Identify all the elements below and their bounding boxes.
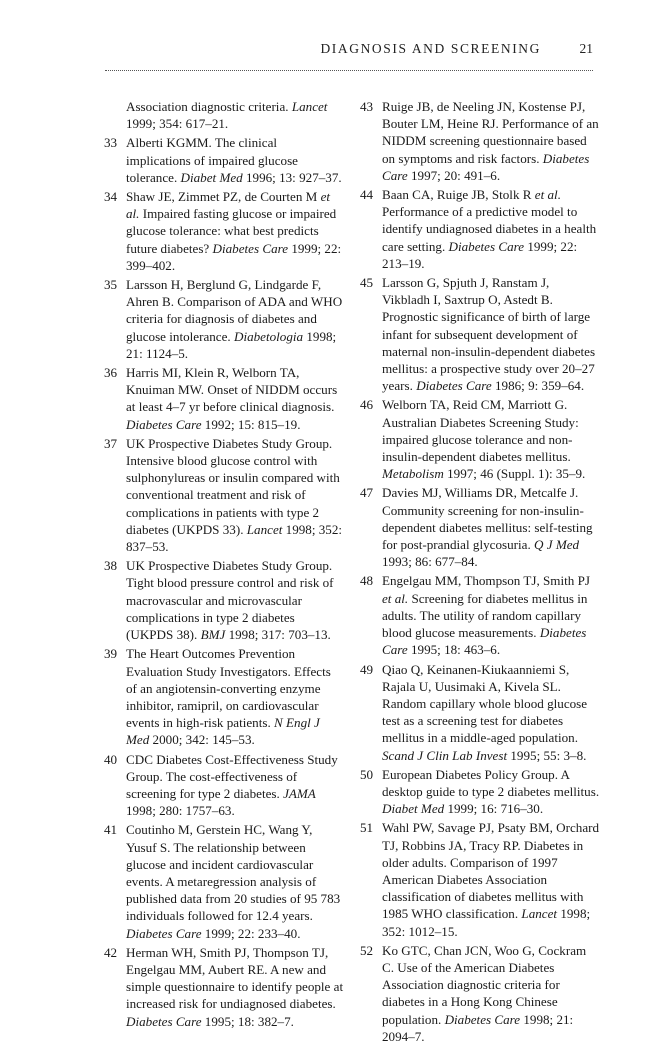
citation-details: 1999; 16: 716–30. — [444, 801, 544, 817]
reference-number: 36 — [104, 365, 118, 381]
reference-item — [104, 134, 344, 186]
journal-name: Diabetes Care — [416, 378, 492, 394]
reference-number: 52 — [360, 942, 374, 958]
reference-text: Wahl PW, Savage PJ, Psaty BM, Orchard TJ, Robbins JA, Tracy RP. Diabetes in older adults. Comparison of 1997 American Diabetes Association classification of diabetes mellitus with 1985 WHO classification. — [382, 820, 600, 922]
reference-column-left — [104, 98, 344, 1032]
journal-name: Diabetes Care — [126, 416, 202, 432]
reference-text: UK Prospective Diabetes Study Group. Intensive blood glucose control with sulphonylureas or insulin compared with conventional treatment and risk of complications in patients with type 2 diabetes (UKPDS 33). — [126, 435, 340, 537]
reference-text: Performance of a predictive model to identify undiagnosed diabetes in a health care setting. — [382, 204, 597, 254]
reference-item — [360, 766, 600, 818]
reference-item — [104, 751, 344, 820]
reference-item — [360, 942, 600, 1045]
journal-name: N Engl J Med — [126, 715, 320, 748]
reference-item — [104, 98, 344, 132]
reference-item — [104, 821, 344, 941]
reference-text: Qiao Q, Keinanen-Kiukaanniemi S, Rajala U, Uusimaki A, Kivela SL. Random capillary whole blood glucose test as a screening test for diabetes mellitus in a middle-aged population. — [382, 661, 588, 746]
citation-details: 1997; 20: 491–6. — [407, 167, 501, 183]
reference-number: 49 — [360, 661, 374, 677]
reference-text: Davies MJ, Williams DR, Metcalfe J. Community screening for non-insulin-dependent diabetes mellitus: self-testing for post-prandial glycosuria. — [382, 485, 593, 553]
journal-name: Lancet — [521, 906, 558, 922]
citation-details: 1999; 22: 233–40. — [201, 925, 301, 941]
reference-item — [360, 98, 600, 184]
reference-column-right — [360, 98, 600, 1047]
reference-number: 47 — [360, 485, 374, 501]
citation-details: 1995; 18: 382–7. — [201, 1013, 294, 1029]
journal-name: Q J Med — [534, 537, 580, 553]
journal-name: Lancet — [291, 99, 328, 114]
reference-number: 42 — [104, 944, 118, 960]
reference-number: 43 — [360, 99, 374, 114]
reference-item — [104, 188, 344, 274]
journal-name: Diabetes Care — [212, 240, 289, 256]
citation-details: 1998; 317: 703–13. — [225, 627, 331, 643]
reference-text: Impaired fasting glucose or impaired glucose tolerance: what best predicts future diabetes? — [126, 206, 337, 256]
reference-item — [360, 484, 600, 570]
journal-name: Metabolism — [382, 466, 444, 482]
reference-number: 38 — [104, 558, 118, 574]
journal-name: Diabetes Care — [444, 1011, 521, 1027]
reference-number: 34 — [104, 189, 118, 205]
reference-number: 40 — [104, 751, 118, 767]
reference-item — [104, 435, 344, 555]
citation-details: 1997; 46 (Suppl. 1): 35–9. — [443, 466, 586, 482]
reference-text: Harris MI, Klein R, Welborn TA, Knuiman MW. Onset of NIDDM occurs at least 4–7 yr before clinical diagnosis. — [126, 365, 338, 415]
journal-name: Diabetes Care — [126, 925, 202, 941]
citation-details: 1999; 22: 399–402. — [126, 240, 342, 273]
reference-item — [104, 364, 344, 433]
journal-name: Diabetes Care — [126, 1013, 202, 1029]
reference-text: CDC Diabetes Cost-Effectiveness Study Group. The cost-effectiveness of screening for type 2 diabetes. — [126, 751, 338, 801]
et-al: et al. — [534, 187, 561, 203]
reference-item — [360, 186, 600, 272]
journal-name: Diabet Med — [180, 169, 243, 185]
journal-name: Scand J Clin Lab Invest — [382, 747, 508, 763]
reference-number: 45 — [360, 275, 374, 291]
reference-text: Baan CA, Ruige JB, Stolk R — [382, 187, 535, 203]
et-al: et al. — [382, 590, 409, 606]
reference-number: 48 — [360, 573, 374, 589]
reference-text: Welborn TA, Reid CM, Marriott G. Australian Diabetes Screening Study: impaired glucose tolerance and non-insulin-dependent diabetes mellitus. — [382, 397, 579, 465]
reference-number: 46 — [360, 397, 374, 413]
reference-text: Engelgau MM, Thompson TJ, Smith PJ — [382, 573, 590, 589]
journal-name: Lancet — [246, 521, 283, 537]
citation-details: 1996; 13: 927–37. — [242, 169, 342, 185]
citation-details: 1992; 15: 815–19. — [201, 416, 301, 432]
reference-item — [104, 276, 344, 362]
journal-name: Diabetologia — [233, 328, 304, 344]
reference-number: 37 — [104, 435, 118, 451]
reference-text: UK Prospective Diabetes Study Group. Tight blood pressure control and risk of macrovascular and microvascular complications in type 2 diabetes (UKPDS 38). — [126, 558, 334, 643]
reference-number: 44 — [360, 187, 374, 203]
reference-item — [104, 557, 344, 643]
reference-item — [104, 645, 344, 748]
reference-text: Screening for diabetes mellitus in adults. The utility of random capillary blood glucose measurements. — [382, 590, 588, 641]
running-title: DIAGNOSIS AND SCREENING — [320, 41, 541, 56]
page-number: 21 — [579, 41, 593, 56]
reference-number: 50 — [360, 766, 374, 782]
journal-name: Diabetes Care — [448, 238, 525, 254]
reference-text: The Heart Outcomes Prevention Evaluation Study Investigators. Effects of an angiotensin-converting enzyme inhibitor, ramipril, on cardiovascular events in high-risk patients. — [126, 646, 331, 731]
reference-text: Alberti KGMM. The clinical implications of impaired glucose tolerance. — [126, 135, 298, 185]
reference-text: Shaw JE, Zimmet PZ, de Courten M — [126, 189, 321, 205]
citation-details: 1995; 18: 463–6. — [407, 642, 501, 658]
header-divider — [105, 70, 593, 71]
citation-details: 1998; 352: 1012–15. — [382, 906, 591, 939]
reference-item — [360, 396, 600, 482]
reference-text: Ko GTC, Chan JCN, Woo G, Cockram C. Use of the American Diabetes Association diagnostic criteria for diabetes in a Hong Kong Chinese population. — [382, 942, 587, 1027]
reference-number: 35 — [104, 277, 118, 293]
reference-text: Coutinho M, Gerstein HC, Wang Y, Yusuf S. The relationship between glucose and incident cardiovascular events. A metaregression analysis of published data from 20 studies of 95 783 individuals followed for 12.4 years. — [126, 822, 341, 924]
reference-text: Herman WH, Smith PJ, Thompson TJ, Engelgau MM, Aubert RE. A new and simple questionnaire to identify people at increased risk for undiagnosed diabetes. — [126, 944, 344, 1012]
citation-details: 1998; 280: 1757–63. — [126, 803, 235, 819]
reference-text: Larsson H, Berglund G, Lindgarde F, Ahren B. Comparison of ADA and WHO criteria for diagnosis of diabetes and glucose intolerance. — [126, 277, 343, 344]
reference-item — [104, 944, 344, 1030]
citation-details: 1999; 354: 617–21. — [126, 116, 229, 132]
citation-details: 1993; 86: 677–84. — [382, 554, 478, 570]
citation-details: 1998; 21: 1124–5. — [126, 328, 337, 361]
journal-name: BMJ — [200, 627, 226, 643]
et-al: et al. — [126, 189, 331, 222]
reference-text: Ruige JB, de Neeling JN, Kostense PJ, Bouter LM, Heine RJ. Performance of an NIDDM screening questionnaire based on symptoms and risk factors. — [382, 99, 599, 166]
reference-item — [360, 572, 600, 658]
reference-item — [360, 274, 600, 394]
reference-number: 33 — [104, 135, 118, 151]
journal-name: Diabetes Care — [382, 625, 587, 658]
citation-details: 1998; 352: 837–53. — [126, 521, 343, 555]
reference-text: Association diagnostic criteria. — [126, 99, 292, 114]
reference-item — [360, 819, 600, 939]
reference-item — [360, 661, 600, 764]
citation-details: 1995; 55: 3–8. — [507, 747, 587, 763]
reference-text: European Diabetes Policy Group. A desktop guide to type 2 diabetes mellitus. — [382, 766, 600, 799]
citation-details: 1998; 21: 2094–7. — [382, 1011, 574, 1044]
citation-details: 1986; 9: 359–64. — [491, 378, 585, 394]
reference-number: 41 — [104, 822, 118, 838]
reference-number: 39 — [104, 646, 118, 662]
journal-name: Diabetes Care — [382, 150, 590, 183]
citation-details: 1999; 22: 213–19. — [382, 238, 578, 271]
reference-number: 51 — [360, 820, 374, 836]
journal-name: Diabet Med — [382, 801, 445, 817]
page-header — [105, 41, 593, 61]
reference-text: Larsson G, Spjuth J, Ranstam J, Vikbladh I, Saxtrup O, Astedt B. Prognostic significance of birth of large infant for subsequent development of maternal non-insulin-dependent diabetes mellitus: a prospective study over 20–27 years. — [382, 275, 596, 394]
citation-details: 2000; 342: 145–53. — [149, 732, 255, 748]
journal-name: JAMA — [283, 785, 316, 801]
